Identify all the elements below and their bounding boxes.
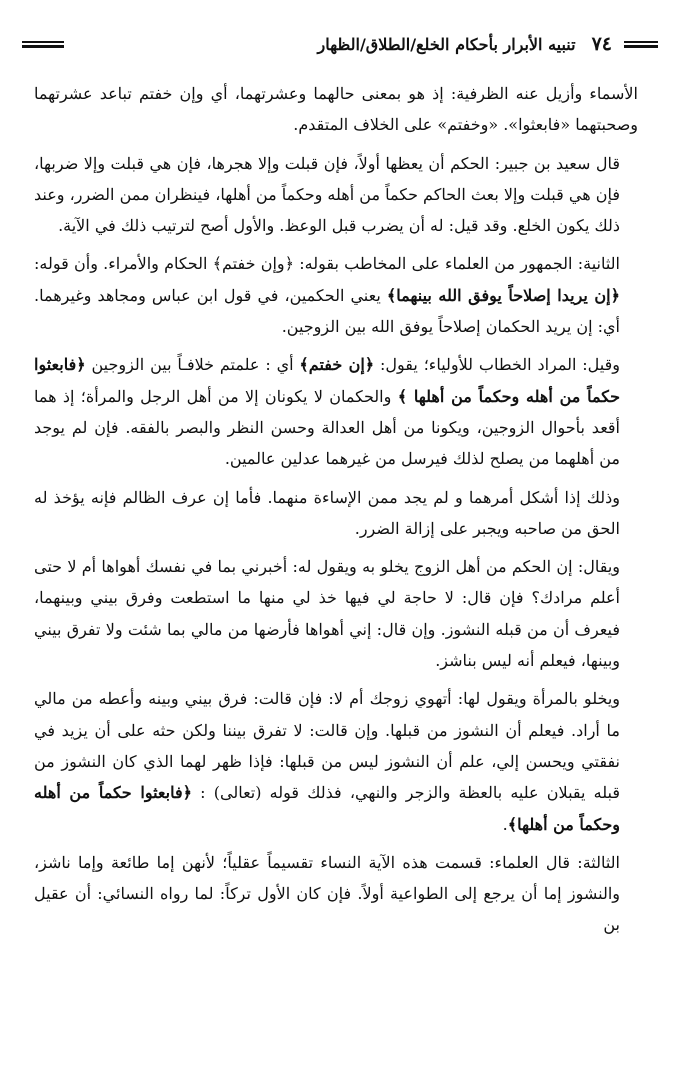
- text-run: ويخلو بالمرأة ويقول لها: أتهوي زوجك أم لا: فإن قالت: فرق بيني وبينه وأعطه من مالي ما أراد. فيعلم أن النشوز من قبلها. وإن قالت: لا تفرق بيننا ولكن حثه على أن يزيد في نفقتي ويحسن إلي، علم أن النشوز ليس من قبلها: فإذا ظهر لهما الذي كان النشوز من قبله يقبلان عليه بالعظة والزجر والنهي، فذلك قوله (تعالى) :: [34, 689, 621, 803]
- quran-quote: ﴿إن يريدا إصلاحاً يوفق الله بينهما﴾: [386, 285, 621, 305]
- paragraph-gap: [34, 676, 638, 683]
- page-number: ٧٤: [591, 33, 612, 55]
- text-run: والحكمان لا يكونان إلا من أهل الرجل والمرأة؛ إذ هما أقعد بأحوال الزوجين، ويكونا من أهل العدالة وحسن النظر والبصر بالفقه. فإن لم يوجد من أهلهما من يصلح لذلك فيرسل من غيرهما عدلين عالمين.: [34, 386, 620, 469]
- page-body: [34, 78, 638, 941]
- quran-quote: ﴿فابعثوا حكماً من أهله وحكماً من أهلها﴾: [34, 783, 620, 834]
- text-run: .: [502, 814, 508, 834]
- page-header: [22, 28, 658, 60]
- paragraph-gap: [34, 840, 638, 847]
- text-run: يعني الحكمين، في قول ابن عباس ومجاهد وغيرهما. أي: إن يريد الحكمان إصلاحاً يوفق الله بين الزوجين.: [34, 285, 620, 337]
- text-run: ويقال: إن الحكم من أهل الزوج يخلو به ويقول له: أخبرني بما في نفسك أهواها أم لا حتى أعلم مرادك؟ فإن قال: لا حاجة لي فيها خذ لي منها ما استطعت وفرق بيني وبينهما، فيعرف أن من قبله النشوز. وإن قال: إني أهواها فأرضها من مالي بما شئت ولا تفرق بيني وبينها، فيعلم أنه ليس بناشز.: [34, 557, 621, 671]
- paragraph: [34, 148, 638, 242]
- running-title: تنبيه الأبرار بأحكام الخلع/الطلاق/الظهار: [317, 34, 576, 54]
- text-run: الثانية: الجمهور من العلماء على المخاطب بقوله: ﴿وإن خفتم﴾ الحكام والأمراء. وأن قوله:: [34, 254, 620, 274]
- paragraph-gap: [34, 544, 638, 551]
- paragraph: [34, 349, 638, 474]
- paragraph: [34, 683, 638, 839]
- paragraph-gap: [34, 141, 638, 148]
- text-run: وذلك إذا أشكل أمرهما و لم يجد ممن الإساءة منهما. فأما إن عرف الظالم فإنه يؤخذ له الحق من صاحبه ويجبر على إزالة الضرر.: [34, 487, 620, 538]
- text-run: الأسماء وأزيل عنه الظرفية: إذ هو بمعنى حالهما وعشرتهما، أي وإن خفتم تباعد عشرتهما وصحبتهما «فابعثوا». «وخفتم» على الخلاف المتقدم.: [34, 84, 638, 135]
- paragraph: [34, 847, 638, 941]
- quran-quote: ﴿إن خفتم﴾: [299, 355, 375, 375]
- paragraph: [34, 482, 638, 545]
- paragraph-gap: [34, 475, 638, 482]
- paragraph: [34, 78, 638, 141]
- paragraph-gap: [34, 342, 638, 349]
- text-run: قال سعيد بن جبير: الحكم أن يعظها أولاً، فإن قبلت وإلا هجرها، فإن هي قبلت وإلا ضربها، فإن هي قبلت وإلا بعث الحاكم حكماً من أهله وحكماً من أهلها، فينظران ممن الضرر، وعند ذلك يكون الخلع. وقد قيل: له أن يضرب قبل الوعظ. والأول أصح لترتيب ذلك في الآية.: [34, 153, 620, 236]
- header-rule-right: [624, 41, 658, 48]
- quran-quote: ﴿فابعثوا حكماً من أهله وحكماً من أهلها ﴾: [34, 355, 620, 406]
- text-run: وقيل: المراد الخطاب للأولياء؛ يقول:: [374, 355, 621, 375]
- paragraph: [34, 551, 638, 676]
- header-rule-left: [22, 41, 64, 48]
- paragraph-gap: [34, 241, 638, 248]
- paragraph: [34, 248, 638, 342]
- text-run: أي : علمتم خلافـاً بين الزوجين: [85, 355, 300, 375]
- text-run: الثالثة: قال العلماء: قسمت هذه الآية النساء تقسيماً عقلياً؛ لأنهن إما طائعة وإما ناشز، والنشوز إما أن يرجع إلى الطواعية أولاً. فإن كان الأول تركاً: لما رواه النسائي: أن عقيل بن: [34, 852, 620, 935]
